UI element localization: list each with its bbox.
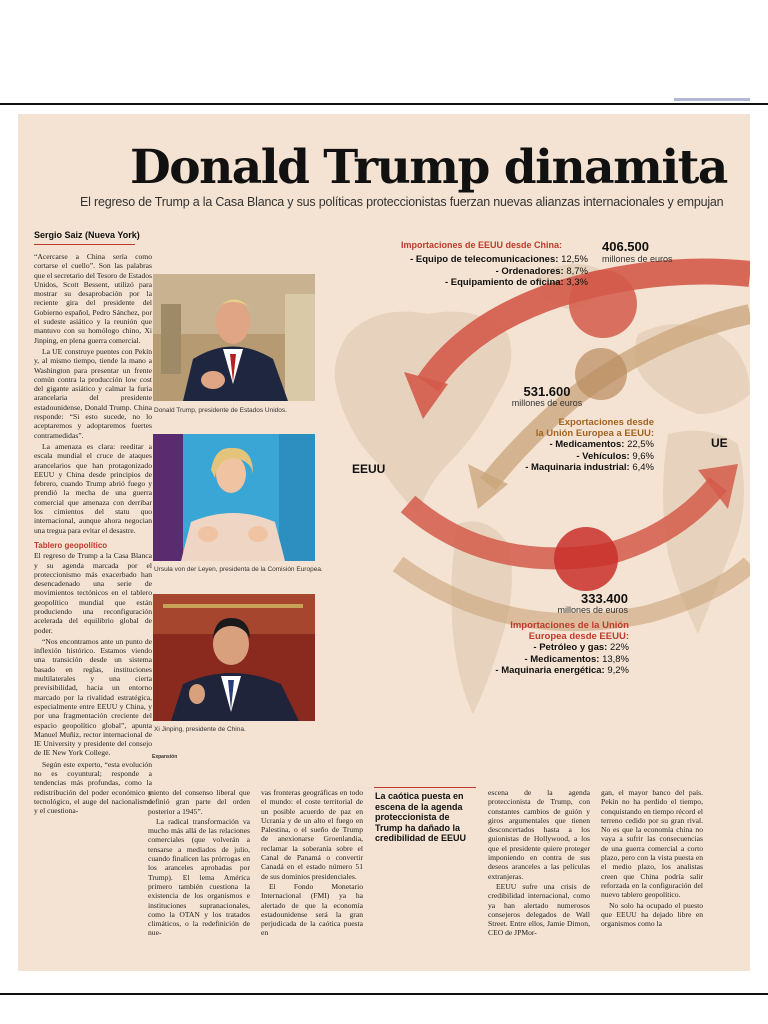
paragraph: No solo ha ocupado el puesto que EEUU ha dejado libre en organismos como la bbox=[601, 900, 703, 929]
paragraph: EEUU sufre una crisis de credibilidad internacional, como ya han alertado numerosos consejeros delegados de Wall Street. Entre ellos, Jamie Dimon, CEO de JPMor- bbox=[488, 881, 590, 938]
photo-von-der-leyen bbox=[153, 434, 315, 561]
bottom-rule bbox=[0, 993, 768, 995]
paragraph: El Fondo Monetario Internacional (FMI) ya ha alertado de que la economía estadounidense será la gran perjudicada de la caótica puesta en bbox=[261, 881, 363, 938]
body-column-5 bbox=[601, 788, 703, 929]
list-item: - Medicamentos: 13,8% bbox=[524, 653, 629, 665]
eu-exports-amount-block bbox=[492, 384, 602, 408]
body-column-1 bbox=[34, 252, 152, 818]
eu-exports-title: la Unión Europea a EEUU: bbox=[535, 428, 654, 439]
photo-xi-jinping bbox=[153, 594, 315, 721]
region-label-us: EEUU bbox=[352, 462, 386, 476]
pullquote-rule bbox=[374, 787, 476, 788]
eu-imports-title: Importaciones de la Unión bbox=[510, 620, 629, 631]
byline: Sergio Saiz (Nueva York) bbox=[34, 230, 140, 240]
top-rule bbox=[0, 103, 768, 105]
body-column-4 bbox=[488, 788, 590, 939]
eu-imports-amount: 333.400 bbox=[581, 591, 628, 606]
photo-trump bbox=[153, 274, 315, 401]
headline: Donald Trump dinamita bbox=[130, 140, 727, 195]
top-rule-accent bbox=[674, 98, 750, 101]
byline-rule bbox=[34, 244, 135, 245]
list-item: - Vehículos: 9,6% bbox=[576, 450, 654, 462]
region-label-eu: UE bbox=[711, 436, 728, 450]
subheadline: El regreso de Trump a la Casa Blanca y sus políticas proteccionistas fuerzan nuevas alianzas internacionales y empujan bbox=[80, 195, 724, 209]
paragraph: “Nos encontramos ante un punto de inflexión histórico. Estamos viendo una transición desde un sistema basado en reglas, instituciones multilaterales y una cierta previsibilidad, hacia un entorno marcado por la rivalidad estratégica, especialmente entre EEUU y China, y por una fragmentación creciente del espacio geopolítico global”, apunta Manuel Muñiz, rector internacional de IE University y presidente del consejo de IE New York College. bbox=[34, 636, 152, 758]
pullquote: La caótica puesta en escena de la agenda proteccionista de Trump ha dañado la credibilidad de EEUU bbox=[375, 791, 467, 843]
imports-china-list bbox=[378, 254, 588, 289]
paragraph: Según este experto, “esta evolución no es coyuntural; responde a tendencias más profundas, como la redistribución del poder económico y tecnológico, el auge del nacionalismo y el cuestiona- bbox=[34, 759, 152, 816]
paragraph: El regreso de Trump a la Casa Blanca y su agenda marcada por el proteccionismo más exacerbado han desencadenado una serie de movimientos tectónicos en el tablero geopolítico mundial que están produciendo una reconfiguración acelerada del equilibrio global de poder. bbox=[34, 551, 152, 635]
body-column-2 bbox=[148, 788, 250, 939]
paragraph: La UE construye puentes con Pekín y, al mismo tiempo, tiende la mano a Washington para presentar un frente común contra la producción low cost del gigante asiático y calmar la furia arancelaria del presidente estadounidense, Donald Trump. China responde: “Si esto sucede, no lo aceptaremos y adoptaremos fuertes contramedidas”. bbox=[34, 346, 152, 440]
section-heading: Tablero geopolítico bbox=[34, 540, 108, 550]
marker-us-exports bbox=[554, 527, 618, 591]
list-item: - Petróleo y gas: 22% bbox=[533, 642, 629, 653]
list-item: - Maquinaria industrial: 6,4% bbox=[525, 462, 654, 473]
imports-china-unit: millones de euros bbox=[602, 254, 673, 264]
photo-caption: Xi Jinping, presidente de China. bbox=[154, 726, 246, 733]
list-item: - Equipo de telecomunicaciones: 12,5% bbox=[410, 254, 588, 265]
article-panel bbox=[18, 114, 750, 971]
imports-china-title: Importaciones de EEUU desde China: bbox=[401, 240, 563, 250]
paragraph: La radical transformación va mucho más allá de las relaciones comerciales (que volverán a tensarse a mediados de julio, cuando finalicen las prórrogas en los aranceles aprobadas por Trump). El lema América primero también cuestiona la existencia de los organismos e instituciones supranacionales, como la OTAN y los tratados climáticos, o la redefinición de nue- bbox=[148, 816, 250, 938]
paragraph: gan, el mayor banco del país. Pekín no ha perdido el tiempo, conquistando en tiempo récord el terreno cedido por su gran rival. No es que la economía china no vaya a sufrir las consecuencias de una guerra comercial a corto plazo, pero con la vista puesta en el medio plazo, los analistas creen que China podría salir reforzada en la configuración del nuevo tablero geopolítico. bbox=[601, 788, 703, 900]
eu-exports-title: Exportaciones desde bbox=[558, 417, 654, 428]
eu-exports-amount: 531.600 bbox=[523, 384, 571, 399]
eu-imports-amount-block bbox=[538, 591, 628, 615]
list-item: - Ordenadores: 8,7% bbox=[495, 265, 588, 277]
photo-caption: Ursula von der Leyen, presidenta de la Comisión Europea. bbox=[154, 566, 323, 573]
paragraph: miento del consenso liberal que definió gran parte del orden posterior a 1945”. bbox=[148, 788, 250, 816]
eu-imports-block bbox=[458, 620, 629, 677]
eu-imports-title: Europea desde EEUU: bbox=[528, 631, 629, 642]
imports-china-amount: 406.500 bbox=[602, 239, 649, 254]
list-item: - Maquinaria energética: 9,2% bbox=[495, 665, 629, 676]
paragraph: “Acercarse a China sería como cortarse el cuello”. Son las palabras que el secretario del Tesoro de Estados Unidos, Scott Bessent, utilizó para mostrar su desaprobación por la reciente gira del presidente del Gobierno español, Pedro Sánchez, por el sudeste asiático y la reunión que mantuvo con su homólogo chino, Xi Jinping, en plena guerra comercial. bbox=[34, 252, 152, 345]
eu-exports-block bbox=[488, 417, 654, 474]
paragraph: escena de la agenda proteccionista de Trump, con constantes cambios de guión y giros argumentales que tienen desconcertados hasta a los guionistas de Hollywood, a los que el presidente quiere proteger imponiendo en contra de sus deseos aranceles a las películas extranjeras. bbox=[488, 788, 590, 881]
eu-exports-unit: millones de euros bbox=[511, 398, 583, 408]
list-item: - Equipamiento de oficina: 3,3% bbox=[444, 277, 588, 288]
imports-china-amount-block bbox=[602, 239, 673, 264]
eu-imports-unit: millones de euros bbox=[557, 605, 628, 615]
photo-caption: Donald Trump, presidente de Estados Unidos. bbox=[154, 407, 287, 414]
body-column-3 bbox=[261, 788, 363, 939]
list-item: - Medicamentos: 22,5% bbox=[549, 439, 654, 450]
graphic-source: Expansión bbox=[152, 754, 178, 760]
paragraph: vas fronteras geográficas en todo el mundo: el coste territorial de un posible acuerdo de paz en Ucrania y de un alto el fuego en Palestina, o el sueño de Trump de anexionarse Groenlandia, reclamar la soberanía sobre el Canal de Panamá o convertir Canadá en el estado número 51 de sus dominios presidenciales. bbox=[261, 788, 363, 881]
paragraph: La amenaza es clara: reeditar a escala mundial el cruce de ataques arancelarios que han protagonizado EEUU y China desde principios de febrero, cuando Trump abrió fuego y prendió la mecha de una guerra comercial que amenaza con derribar los cimientos del statu quo internacional, aunque ahora negocian una tregua para evitar el desastre. bbox=[34, 441, 152, 535]
